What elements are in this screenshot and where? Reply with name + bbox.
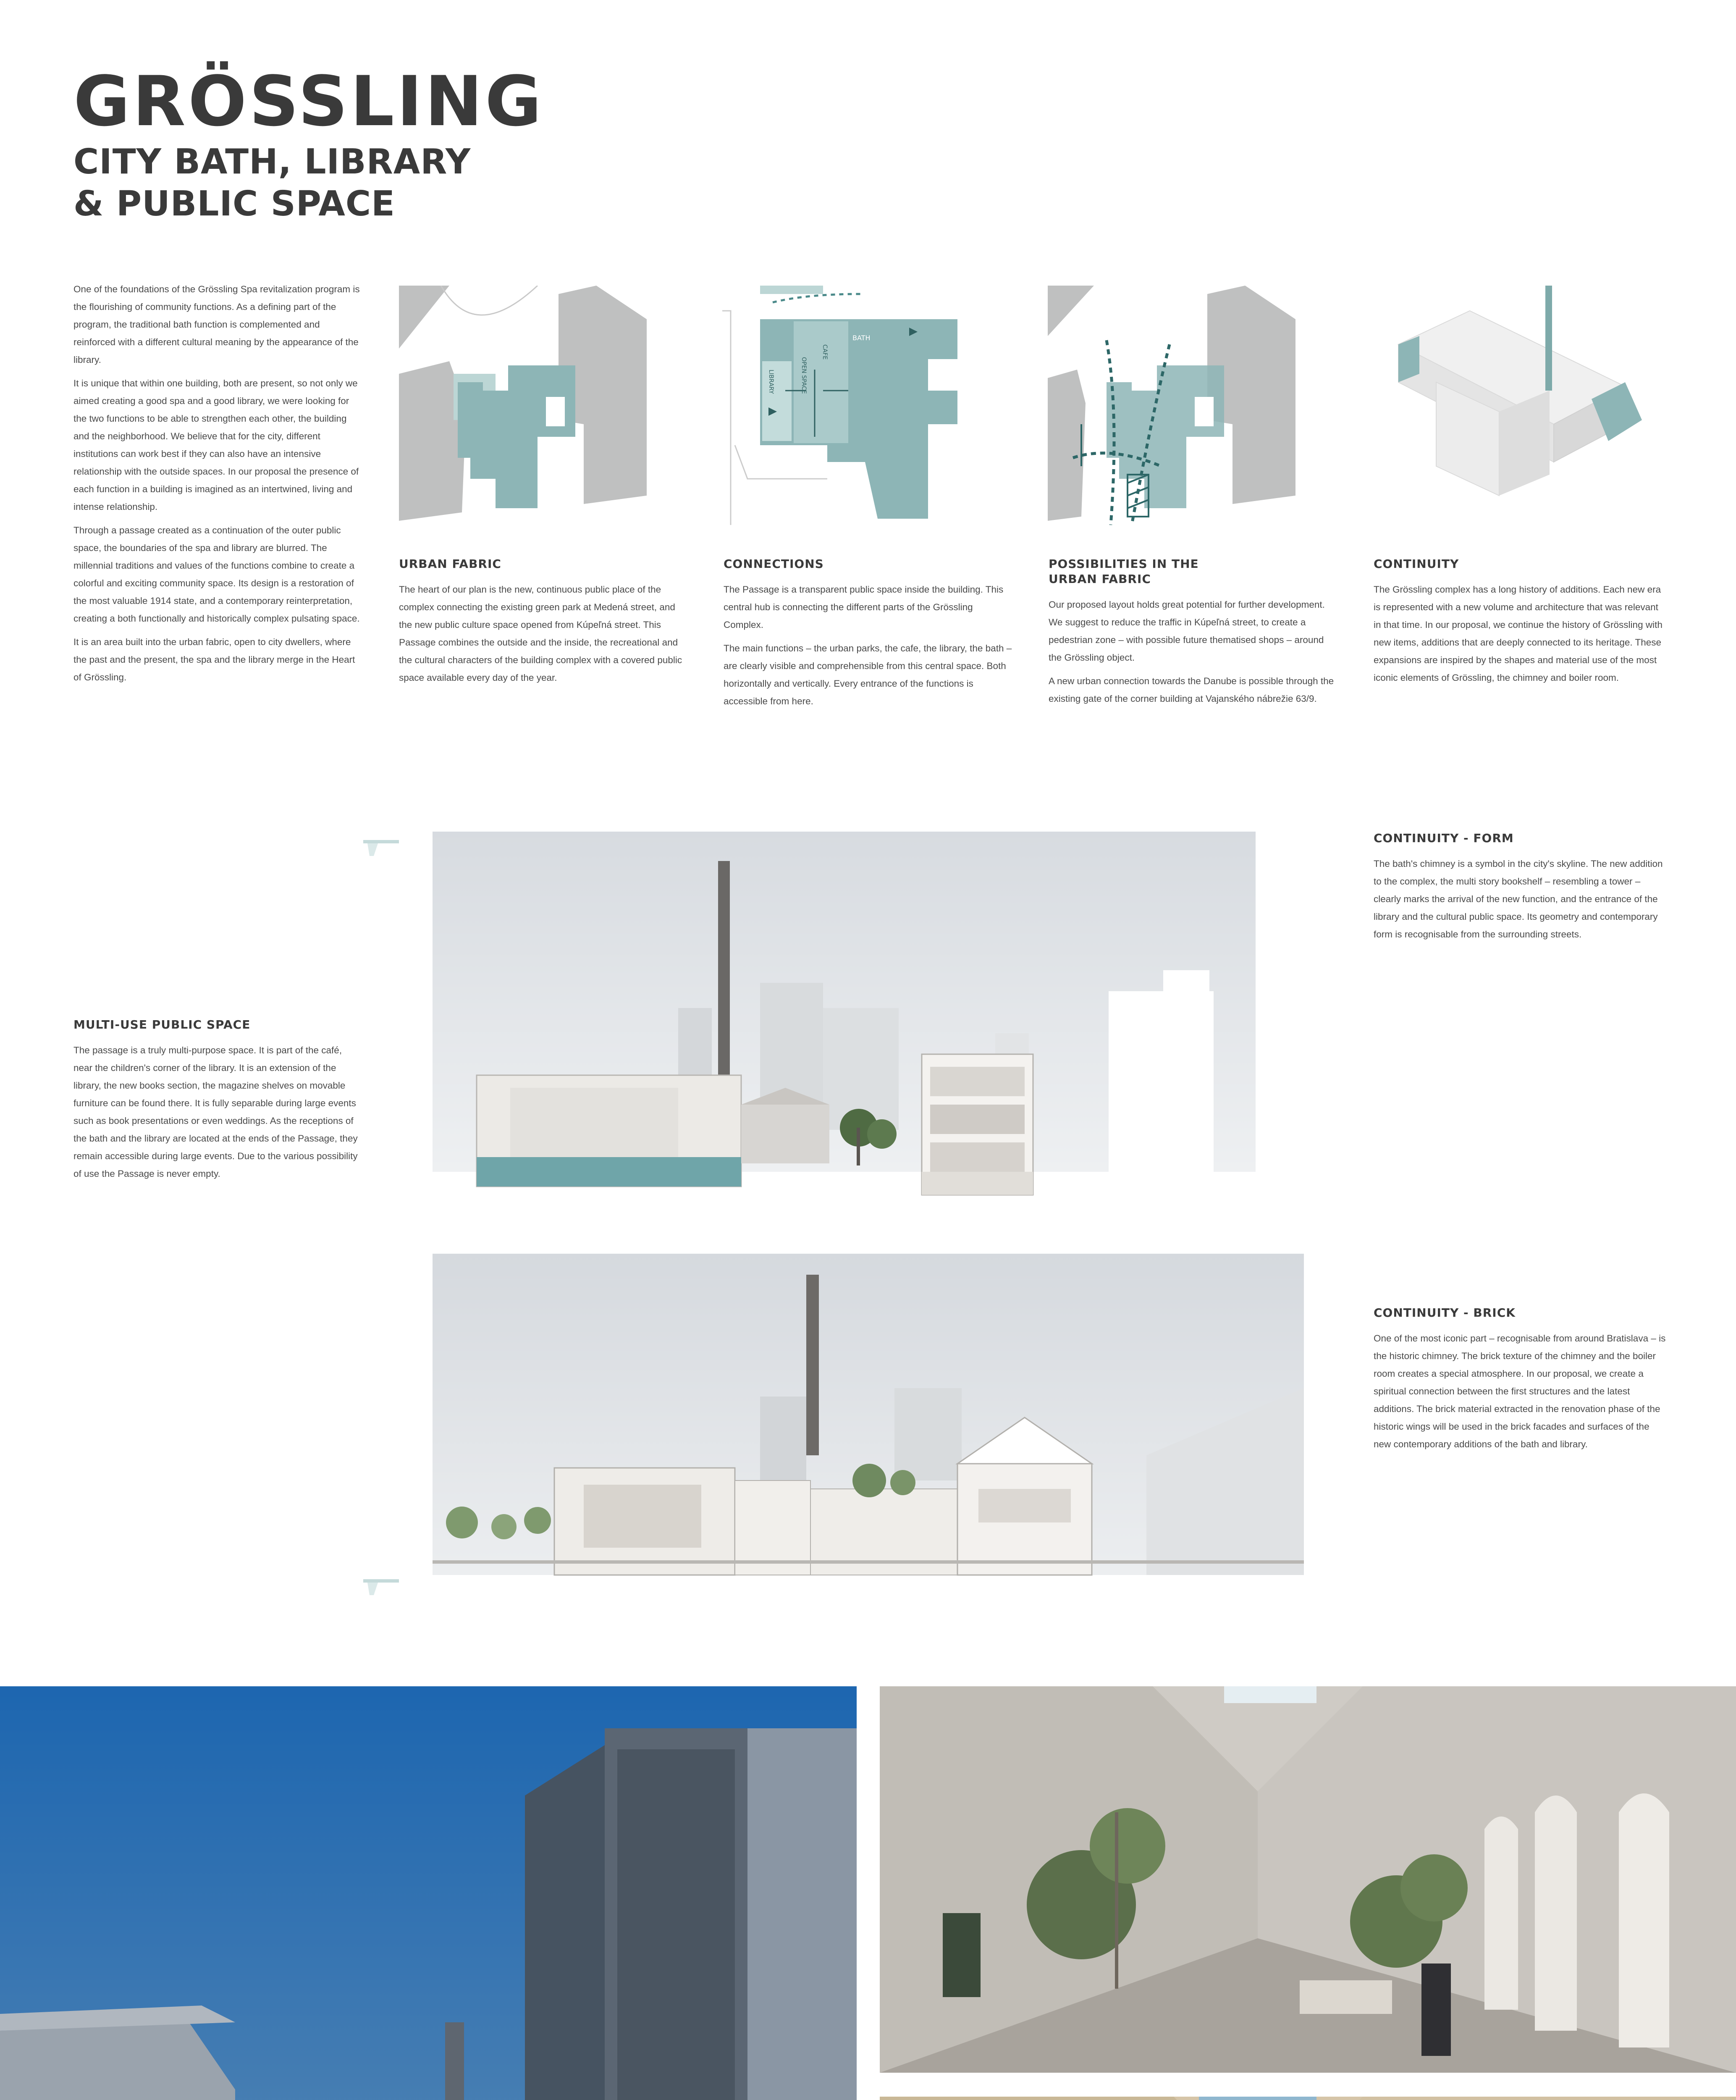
continuity-form-text bbox=[1374, 831, 1668, 949]
column-continuity bbox=[1374, 556, 1668, 693]
multi-use-text bbox=[73, 1017, 363, 1189]
section-cut-marker bbox=[359, 1571, 401, 1598]
urban-fabric-diagram bbox=[399, 286, 647, 525]
section-drawing-brick bbox=[433, 1254, 1304, 1581]
diagram-label-bath: BATH bbox=[852, 334, 871, 342]
multi-use-paragraph: The passage is a truly multi-purpose space. It is part of the café, near the children's corner of the library. It is an extension of the library, the new books section, the magazine shelves on movable furniture can be found there. It is fully separable during large events such as book presentations or even weddings. As the receptions of the bath and the library are located at the ends of the Passage, they remain accessible during large events. Due to the various possibility of use the Passage is never empty. bbox=[73, 1045, 358, 1179]
section-cut-marker bbox=[359, 832, 401, 859]
page-title: GRÖSSLING bbox=[73, 61, 544, 142]
column-heading: URBAN FABRIC bbox=[399, 557, 501, 571]
page-subtitle-line-1: CITY BATH, LIBRARY bbox=[73, 142, 471, 182]
column-heading: POSSIBILITIES IN THE URBAN FABRIC bbox=[1049, 557, 1199, 586]
passage-event-render bbox=[880, 2097, 1736, 2100]
multi-use-heading: MULTI-USE PUBLIC SPACE bbox=[73, 1018, 251, 1032]
column-heading: CONNECTIONS bbox=[724, 557, 824, 571]
column-paragraph: The heart of our plan is the new, continuous public place of the complex connecting the existing green park at Medená street, and the new public culture space opened from Kúpeľná street. This Passage combines the outside and the inside, the recreational and the cultural characters of the building complex with a covered public space available every day of the year. bbox=[399, 584, 682, 683]
section-drawing-form bbox=[433, 832, 1304, 1208]
column-paragraph: A new urban connection towards the Danube is possible through the existing gate of the corner building at Vajanského nábrežie 63/9. bbox=[1049, 676, 1334, 704]
intro-text bbox=[73, 281, 363, 692]
diagram-label-cafe: CAFE bbox=[821, 344, 828, 360]
intro-paragraph: It is an area built into the urban fabric, open to city dwellers, where the past and the present, the spa and the library merge in the Heart of Grössling. bbox=[73, 637, 355, 682]
diagram-label-open-space: OPEN SPACE bbox=[800, 357, 807, 394]
column-possibilities bbox=[1049, 556, 1338, 714]
column-paragraph: Our proposed layout holds great potential for further development. We suggest to reduce the traffic in Kúpeľná street, to create a pedestrian zone – with possible future thematised shops – around the Grössling object. bbox=[1049, 599, 1325, 663]
continuity-brick-paragraph: One of the most iconic part – recognisable from around Bratislava – is the historic chimney. The brick texture of the chimney and the boiler room creates a special atmosphere. In our proposal, we create a spiritual connection between the first structures and the latest additions. The brick material extracted in the renovation phase of the historic wings will be used in the brick facades and surfaces of the new contemporary additions of the bath and library. bbox=[1374, 1333, 1666, 1449]
continuity-brick-text bbox=[1374, 1305, 1668, 1459]
entrance-night-render bbox=[0, 1686, 857, 2100]
column-paragraph: The main functions – the urban parks, the cafe, the library, the bath – are clearly visible and comprehensible from this central space. Both horizontally and vertically. Every entrance of the functions is accessible from here. bbox=[724, 643, 1012, 706]
diagram-label-library: LIBRARY bbox=[768, 370, 774, 394]
continuity-axonometric bbox=[1373, 286, 1650, 525]
column-heading: CONTINUITY bbox=[1374, 557, 1459, 571]
column-paragraph: The Grössling complex has a long history of additions. Each new era is represented with a new volume and architecture that was relevant in that time. In our proposal, we continue the history of Grössling with new items, additions that are deeply connected to its heritage. These expansions are inspired by the shapes and material use of the most iconic elements of Grössling, the chimney and boiler room. bbox=[1374, 584, 1663, 683]
page-subtitle-line-2: & PUBLIC SPACE bbox=[73, 184, 396, 224]
possibilities-diagram bbox=[1048, 286, 1295, 525]
intro-paragraph: One of the foundations of the Grössling Spa revitalization program is the flourishing of community functions. As a defining part of the program, the traditional bath function is complemented and reinforced with a different cultural meaning by the appearance of the library. bbox=[73, 284, 360, 365]
intro-paragraph: Through a passage created as a continuation of the outer public space, the boundaries of the spa and library are blurred. The millennial traditions and values of the functions combine to create a colorful and exciting community space. Its design is a restoration of the most valuable 1914 state, and a contemporary reinterpretation, creating a both functionally and historically complex pulsating space. bbox=[73, 525, 360, 624]
column-connections bbox=[724, 556, 1013, 716]
continuity-form-heading: CONTINUITY - FORM bbox=[1374, 831, 1514, 845]
continuity-brick-heading: CONTINUITY - BRICK bbox=[1374, 1306, 1516, 1320]
connections-diagram bbox=[722, 286, 970, 525]
passage-day-render bbox=[880, 1686, 1736, 2073]
intro-paragraph: It is unique that within one building, both are present, so not only we aimed creating a good spa and a good library, we were looking for the two functions to be able to strengthen each other, the building and the neighborhood. We believe that for the city, different institutions can work best if they can also have an intensive relationship with the outside spaces. In our proposal the presence of each function in a building is imagined as an intertwined, living and intense relationship. bbox=[73, 378, 359, 512]
column-urban-fabric bbox=[399, 556, 689, 693]
column-paragraph: The Passage is a transparent public space inside the building. This central hub is connecting the different parts of the Grössling Complex. bbox=[724, 584, 1004, 630]
continuity-form-paragraph: The bath's chimney is a symbol in the city's skyline. The new addition to the complex, the multi story bookshelf – resembling a tower – clearly marks the arrival of the new function, and the entrance of the library and the cultural public space. Its geometry and contemporary form is recognisable from the surrounding streets. bbox=[1374, 858, 1663, 940]
